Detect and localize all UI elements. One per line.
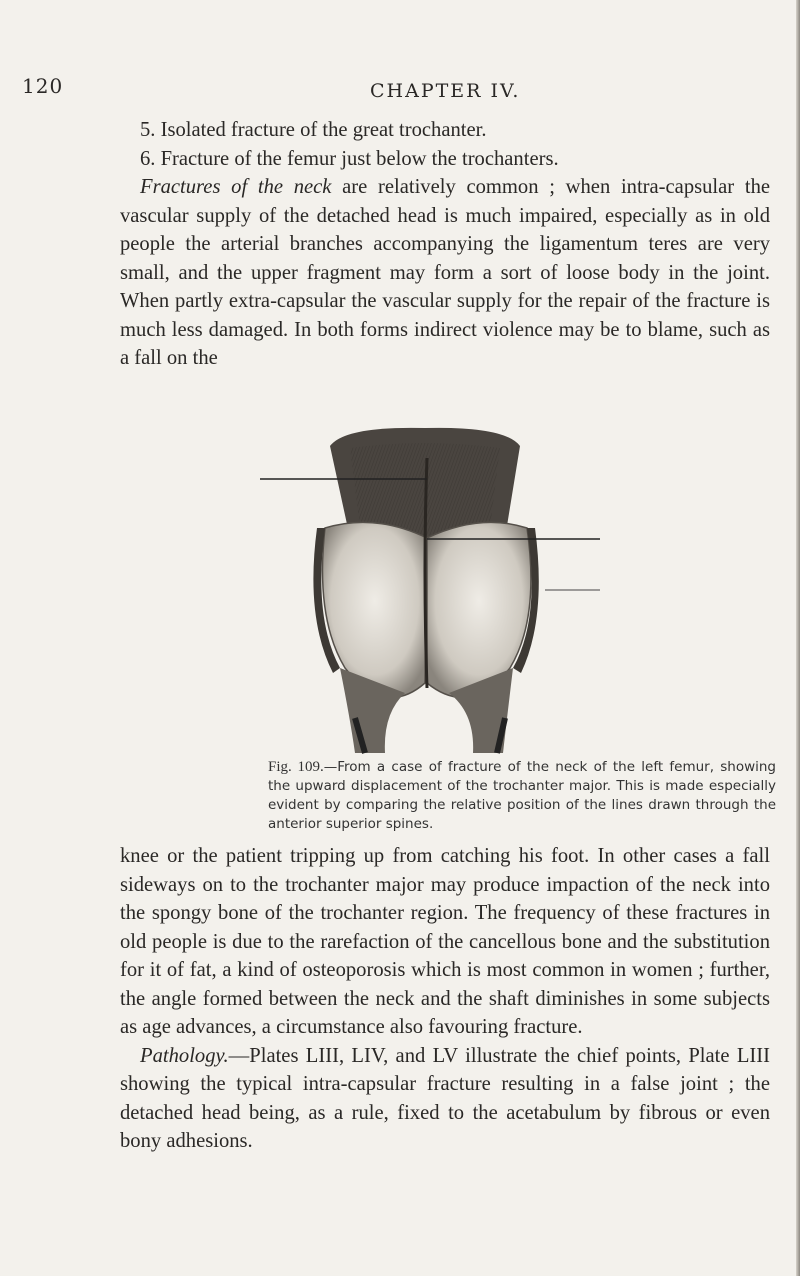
buttocks-engraving (255, 418, 600, 758)
bottom-text-block (120, 842, 770, 1156)
figure-label: Fig. 109. (268, 759, 324, 775)
list-item: 5. Isolated fracture of the great trochanter. (140, 119, 487, 141)
page-number: 120 (22, 74, 64, 98)
paragraph-lead-italic: Fractures of the neck (140, 176, 332, 198)
top-text-block (120, 116, 770, 373)
list-item: 6. Fracture of the femur just below the trochanters. (140, 147, 559, 170)
running-head: CHAPTER IV. (370, 80, 521, 102)
paragraph-fractures-of-neck (120, 173, 770, 373)
page-edge-shadow (796, 0, 800, 1276)
figure-caption-text: —From a case of fracture of the neck of the left femur, showing the upward displacement of the trochanter major. This is made especially evident by comparing the relative position of the lines drawn through the anterior superior spines. (268, 759, 776, 832)
paragraph-pathology (120, 1042, 770, 1156)
paragraph-continuation: knee or the patient tripping up from catching his foot. In other cases a fall sideways on to the trochanter major may produce impaction of the neck into the spongy bone of the trochanter region. The frequency of these fractures in old people is due to the rarefaction of the cancellous bone and the substitution for it of fat, a kind of osteoporosis which is most common in women ; further, the angle formed between the neck and the shaft diminishes in some subjects as age advances, a circumstance also favouring fracture. (120, 845, 770, 1038)
figure-illustration (255, 418, 600, 758)
paragraph-body: —Plates LIII, LIV, and LV illustrate the chief points, Plate LIII showing the typical intra-capsular fracture resulting in a false joint ; the detached head being, as a rule, fixed to the acetabulum by fibrous or even bony adhesions. (120, 1044, 770, 1152)
paragraph-lead-italic: Pathology. (140, 1044, 229, 1067)
paragraph-body: are relatively common ; when intra-capsular the vascular supply of the detached head is much impaired, especially as in old people the arterial branches accompanying the ligamentum teres are very small, and the upper fragment may form a sort of loose body in the joint. When partly extra-capsular the vascular supply for the repair of the fracture is much less damaged. In both forms indirect violence may be to blame, such as a fall on the (120, 176, 771, 369)
figure-caption (268, 758, 776, 834)
